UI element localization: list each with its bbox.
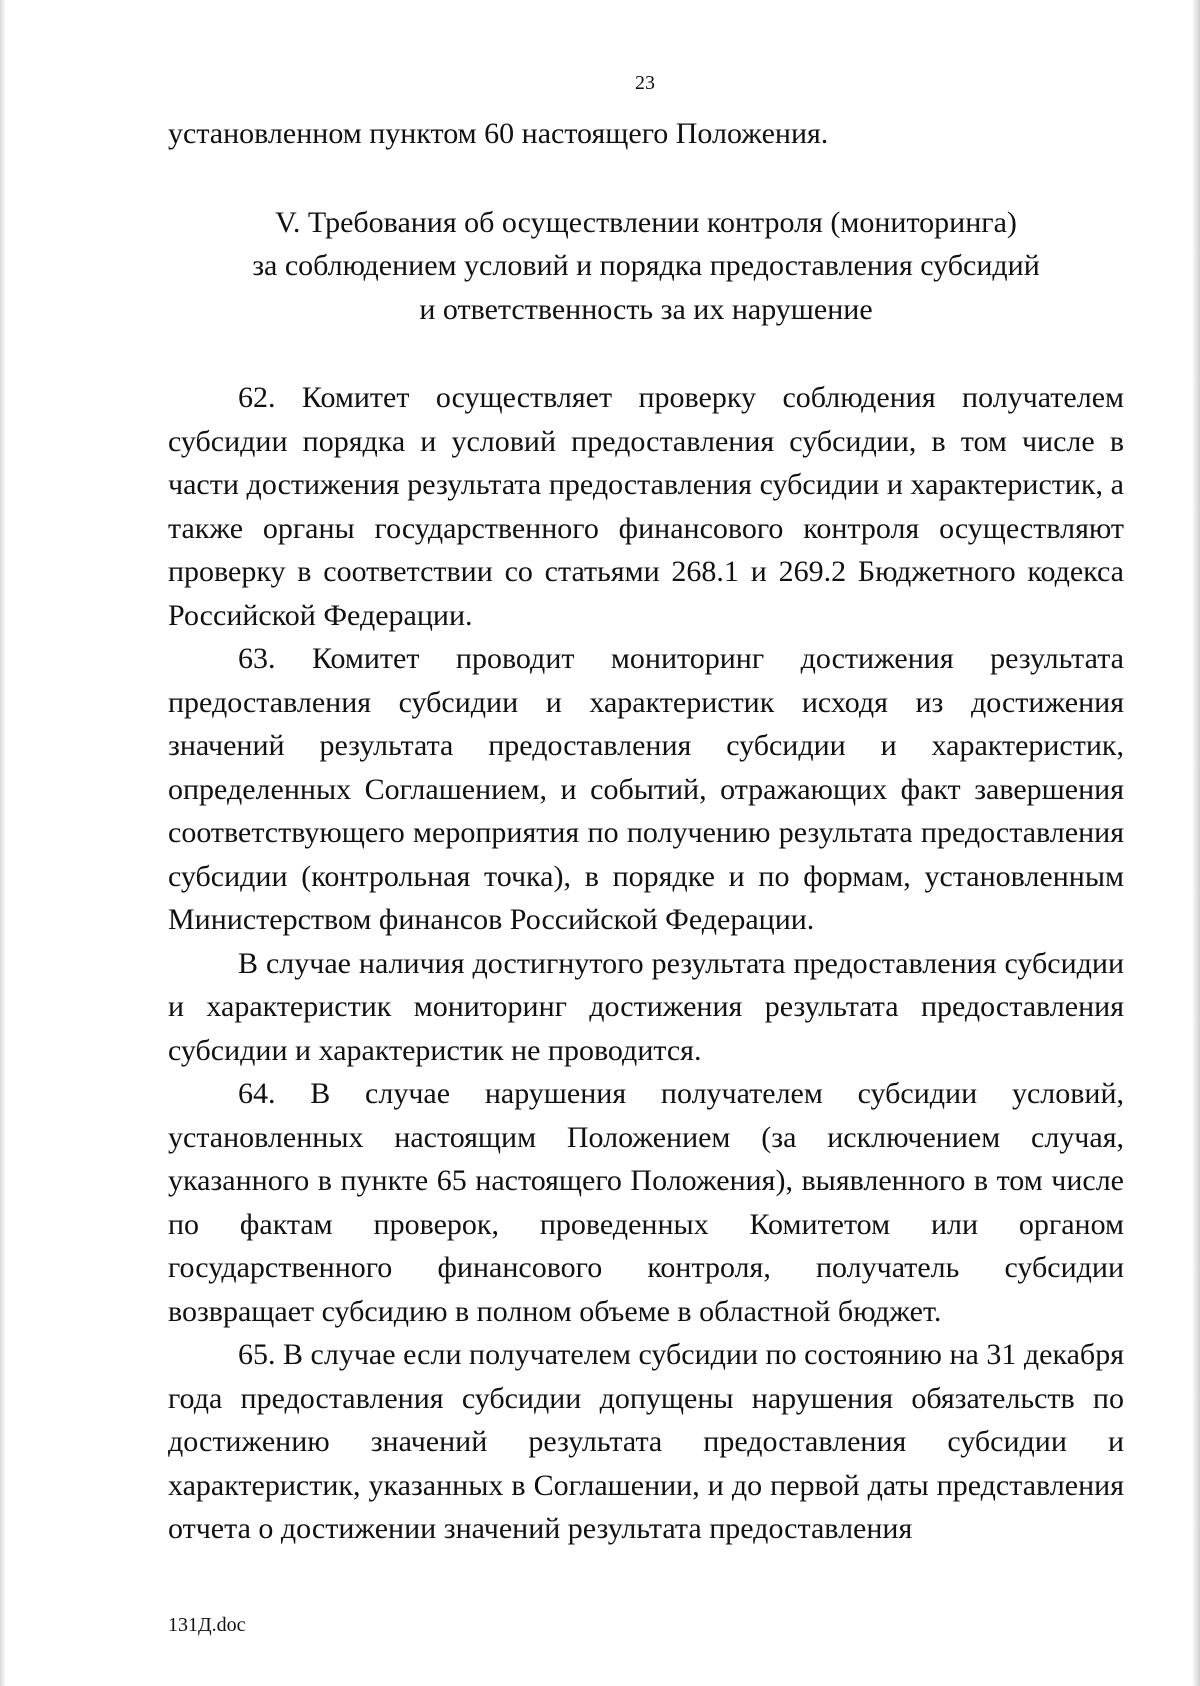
paragraph-62: 62. Комитет осуществляет проверку соблюдения получателем субсидии порядка и условий предоставления субсидии, в том числе в части достижения результата предоставления субсидии и характеристик, а также органы государственного финансового контроля осуществляют проверку в соответствии со статьями 268.1 и 269.2 Бюджетного кодекса Российской Федерации. — [168, 381, 1124, 632]
page-number: 23 — [635, 72, 655, 94]
section-heading-line-3: и ответственность за их нарушение — [419, 292, 873, 326]
paragraph-63: 63. Комитет проводит мониторинг достижения результата предоставления субсидии и характеристик исходя из достижения значений результата предоставления субсидии и характеристик, определенных Соглашением, и событий, отражающих факт завершения соответствующего мероприятия по получению результата предоставления субсидии (контрольная точка), в порядке и по формам, установленным Министерством финансов Российской Федерации. — [168, 642, 1124, 936]
document-body — [168, 112, 1124, 1551]
footer-filename: 131Д.doc — [168, 1614, 246, 1636]
paragraph-64: 64. В случае нарушения получателем субсидии условий, установленных настоящим Положением (за исключением случая, указанного в пункте 65 настоящего Положения), выявленного в том числе по фактам проверок, проведенных Комитетом или органом государственного финансового контроля, получатель субсидии возвращает субсидию в полном объеме в областной бюджет. — [168, 1077, 1124, 1328]
section-heading-line-2: за соблюдением условий и порядка предоставления субсидий — [252, 249, 1040, 282]
scan-edge-right — [1192, 0, 1200, 1686]
section-heading-line-1: V. Требования об осуществлении контроля (мониторинга) — [275, 205, 1017, 239]
paragraph-63-note: В случае наличия достигнутого результата предоставления субсидии и характеристик мониторинг достижения результата предоставления субсидии и характеристик не проводится. — [168, 946, 1124, 1067]
section-heading — [168, 201, 1124, 332]
paragraph-65: 65. В случае если получателем субсидии по состоянию на 31 декабря года предоставления субсидии допущены нарушения обязательств по достижению значений результата предоставления субсидии и характеристик, указанных в Соглашении, и до первой даты представления отчета о достижении значений результата предоставления — [168, 1338, 1124, 1545]
scan-edge-left — [0, 0, 6, 1686]
carryover-line: установленном пунктом 60 настоящего Положения. — [168, 117, 829, 150]
